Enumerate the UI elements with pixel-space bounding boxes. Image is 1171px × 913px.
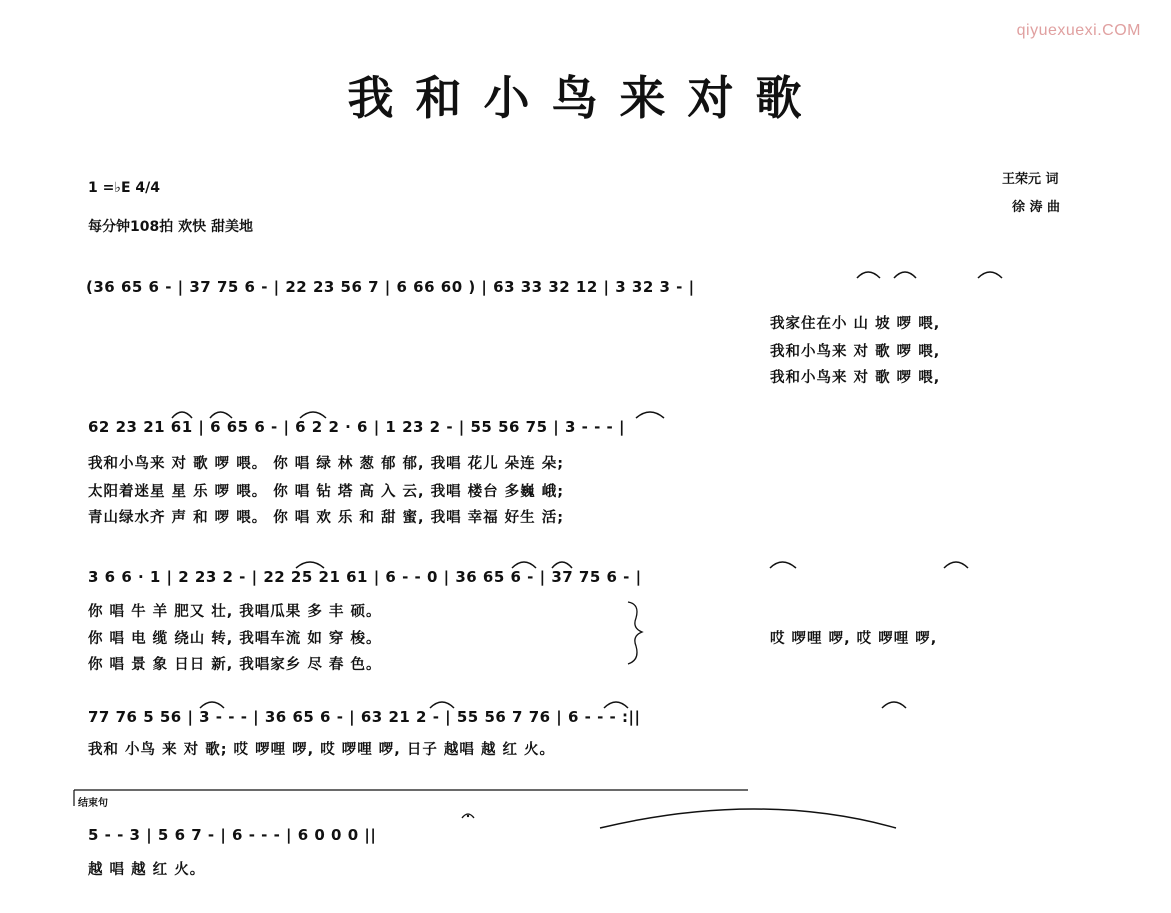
tie-arc xyxy=(296,562,324,568)
notation-row-1: (36 65 6 - | 37 75 6 - | 22 23 56 7 | 6 66 60 ) | 63 33 32 12 | 3 32 3 - | xyxy=(86,278,695,296)
tie-arc xyxy=(894,272,916,278)
lyric-row-1-verse-1: 我家住在小 山 坡 啰 喂, xyxy=(770,316,941,332)
composer-credit: 徐 涛 曲 xyxy=(1012,200,1061,215)
fermata-dot xyxy=(467,815,469,817)
tie-arc xyxy=(857,272,880,278)
key-signature: 1 =♭E 4/4 xyxy=(88,180,160,196)
lyric-row-1-verse-2: 我和小鸟来 对 歌 啰 喂, xyxy=(770,344,941,360)
lyric-row-2-verse-3: 青山绿水齐 声 和 啰 喂。 你 唱 欢 乐 和 甜 蜜, 我唱 幸福 好生 活; xyxy=(88,510,565,526)
lyric-row-1-verse-3: 我和小鸟来 对 歌 啰 喂, xyxy=(770,370,941,386)
tie-arc xyxy=(978,272,1002,278)
long-tie-arc xyxy=(600,809,896,828)
tie-arc xyxy=(512,562,536,568)
lyric-row-3-verse-3: 你 唱 景 象 日日 新, 我唱家乡 尽 春 色。 xyxy=(88,657,382,673)
tie-arc xyxy=(552,562,572,568)
song-title: 我和小鸟来对歌 xyxy=(347,71,824,125)
notation-row-2: 62 23 21 61 | 6 65 6 - | 6 2 2 · 6 | 1 23 2 - | 55 56 75 | 3 - - - | xyxy=(88,418,625,436)
verse-bracket xyxy=(628,602,642,664)
lyric-row-2-verse-2: 太阳着迷星 星 乐 啰 喂。 你 唱 钻 塔 高 入 云, 我唱 楼台 多巍 峨; xyxy=(88,484,565,500)
tempo-marking: 每分钟108拍 欢快 甜美地 xyxy=(88,219,253,235)
notation-row-4: 77 76 5 56 | 3 - - - | 36 65 6 - | 63 21 2 - | 55 56 7 76 | 6 - - - :|| xyxy=(88,708,641,726)
lyric-row-3-verse-2: 你 唱 电 缆 绕山 转, 我唱车流 如 穿 梭。 xyxy=(88,631,382,647)
lyric-row-2-verse-1: 我和小鸟来 对 歌 啰 喂。 你 唱 绿 林 葱 郁 郁, 我唱 花儿 朵连 朵; xyxy=(88,456,565,472)
tie-arc xyxy=(636,412,664,418)
tie-arc xyxy=(430,702,454,708)
lyric-row-3-refrain: 哎 啰哩 啰, 哎 啰哩 啰, xyxy=(770,631,938,647)
notation-row-5: 5 - - 3 | 5 6 7 - | 6 - - - | 6 0 0 0 || xyxy=(88,826,377,844)
tie-arc xyxy=(944,562,968,568)
tie-arc xyxy=(604,702,628,708)
ending-label: 结束句 xyxy=(78,798,108,809)
lyric-row-4: 我和 小鸟 来 对 歌; 哎 啰哩 啰, 哎 啰哩 啰, 日子 越唱 越 红 火。 xyxy=(88,742,556,758)
lyric-row-3-verse-1: 你 唱 牛 羊 肥又 壮, 我唱瓜果 多 丰 硕。 xyxy=(88,604,382,620)
tie-arc xyxy=(200,702,224,708)
tie-arc xyxy=(172,412,192,418)
tie-arc xyxy=(882,702,906,708)
tie-arc xyxy=(300,412,326,418)
tie-arc xyxy=(210,412,232,418)
lyricist-credit: 王荣元 词 xyxy=(1002,172,1059,187)
watermark-text: qiyuexuexi.COM xyxy=(1016,22,1141,39)
notation-row-3: 3 6 6 · 1 | 2 23 2 - | 22 25 21 61 | 6 - - 0 | 36 65 6 - | 37 75 6 - | xyxy=(88,568,642,586)
tie-arc xyxy=(770,562,796,568)
lyric-row-5: 越 唱 越 红 火。 xyxy=(88,862,206,878)
